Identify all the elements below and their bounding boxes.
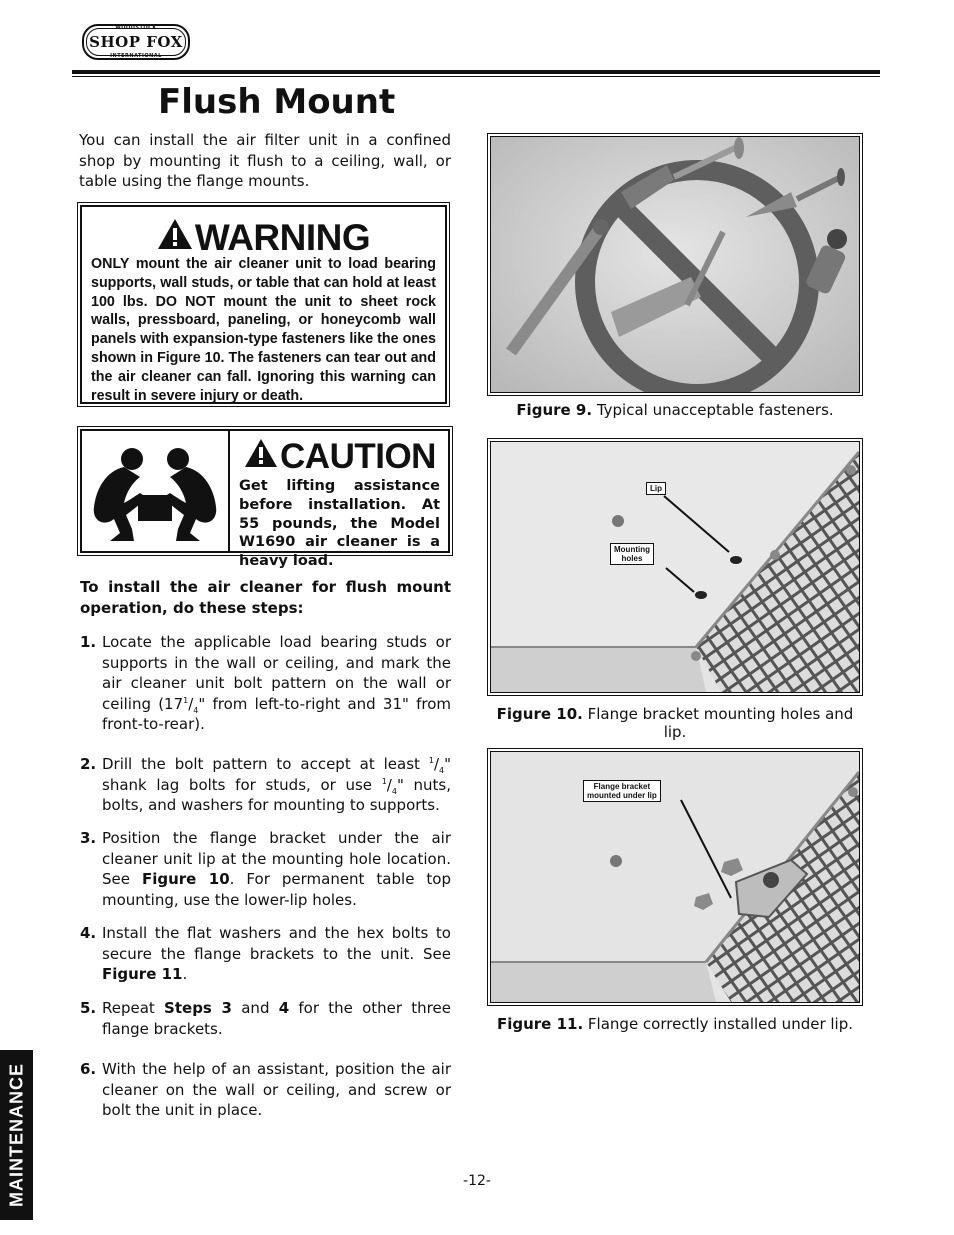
- caution-heading-text: CAUTION: [280, 437, 436, 476]
- mounting-holes-callout: Mounting holes: [610, 543, 654, 565]
- figure-9-photo: [487, 133, 863, 396]
- flange-installed-illustration: [491, 752, 859, 1002]
- figure-11-photo: [487, 748, 863, 1006]
- steps-intro: To install the air cleaner for flush mount operation, do these steps:: [80, 578, 451, 617]
- step-text: Drill the bolt pattern to accept at least $^1/_4$" shank lag bolts for studs, or use $^1/_4$" nuts, bolts, and washers for mounting to supports.: [102, 755, 451, 814]
- step-number: 2.: [80, 755, 97, 773]
- two-person-lift-icon: [86, 437, 224, 551]
- header-rule: [72, 70, 880, 74]
- step-text: Position the flange bracket under the air cleaner unit lip at the mounting hole location. See Figure 10. For permanent table top mounting, use the lower-lip holes.: [102, 829, 451, 909]
- page-number: -12-: [463, 1173, 491, 1189]
- step-5: [80, 998, 451, 1039]
- intro-paragraph: You can install the air filter unit in a confined shop by mounting it flush to a ceiling, wall, or table using the flange mounts.: [79, 131, 451, 190]
- unacceptable-fasteners-illustration: [491, 137, 859, 392]
- flange-bracket-callout: Flange bracket mounted under lip: [583, 780, 661, 802]
- lip-callout: Lip: [646, 482, 666, 495]
- side-tab-label: MAINTENANCE: [6, 1063, 26, 1207]
- step-text: Locate the applicable load bearing studs or supports in the wall or ceiling, and mark the air cleaner unit bolt pattern on the wall or ceiling ($17^1/_4$" from left-to-right and 31" from front-to-rear).: [102, 633, 451, 733]
- caution-triangle-icon: [244, 438, 278, 468]
- step-1: [80, 632, 451, 735]
- maintenance-side-tab: [0, 1050, 33, 1220]
- caution-box: [77, 426, 453, 570]
- figure-10-caption: Figure 10. Flange bracket mounting holes and lip.: [496, 705, 854, 741]
- warning-body: ONLY mount the air cleaner unit to load bearing supports, wall studs, or table that can hold at least 100 lbs. DO NOT mount the unit to sheet rock walls, pressboard, paneling, or honeycomb wall panels with expansion-type fasteners like the ones shown in Figure 10. The fasteners can tear out and the air cleaner can fall. Ignoring this warning can result in severe injury or death.: [91, 256, 436, 404]
- logo-bottom-text: INTERNATIONAL: [110, 53, 162, 59]
- caution-divider: [228, 431, 230, 551]
- figure-reference: Figure 11: [102, 965, 183, 983]
- step-text: Repeat Steps 3 and 4 for the other three flange brackets.: [102, 999, 451, 1038]
- logo-top-text: WOODSTOCK: [115, 25, 157, 31]
- warning-heading: [82, 217, 445, 259]
- step-number: 6.: [80, 1060, 97, 1078]
- figure-9-caption: Figure 9. Typical unacceptable fasteners.: [516, 401, 834, 419]
- logo-text: SHOP FOX: [89, 33, 183, 51]
- header-rule-thin: [72, 76, 880, 77]
- shop-fox-logo: [82, 24, 190, 60]
- step-text: With the help of an assistant, position the air cleaner on the wall or ceiling, and screw or bolt the unit in place.: [102, 1060, 451, 1119]
- step-number: 5.: [80, 999, 97, 1017]
- warning-box: [77, 202, 450, 407]
- warning-heading-text: WARNING: [194, 217, 371, 258]
- step-6: [80, 1059, 451, 1121]
- step-number: 3.: [80, 829, 97, 847]
- step-2: [80, 754, 451, 816]
- caution-body: Get lifting assistance before installation. At 55 pounds, the Model W1690 air cleaner is a heavy load.: [239, 478, 440, 570]
- flange-bracket-holes-illustration: [491, 442, 859, 692]
- step-text: Install the flat washers and the hex bolts to secure the flange brackets to the unit. See Figure 11.: [102, 924, 451, 983]
- figure-11-caption: Figure 11. Flange correctly installed under lip.: [496, 1015, 854, 1033]
- step-3: [80, 828, 451, 910]
- figure-10-photo: [487, 438, 863, 696]
- step-number: 1.: [80, 633, 97, 651]
- step-4: [80, 923, 451, 985]
- warning-triangle-icon: [157, 218, 193, 250]
- step-number: 4.: [80, 924, 97, 942]
- page-title: Flush Mount: [158, 82, 396, 122]
- caution-heading: [232, 437, 448, 477]
- figure-reference: Figure 10: [141, 870, 230, 888]
